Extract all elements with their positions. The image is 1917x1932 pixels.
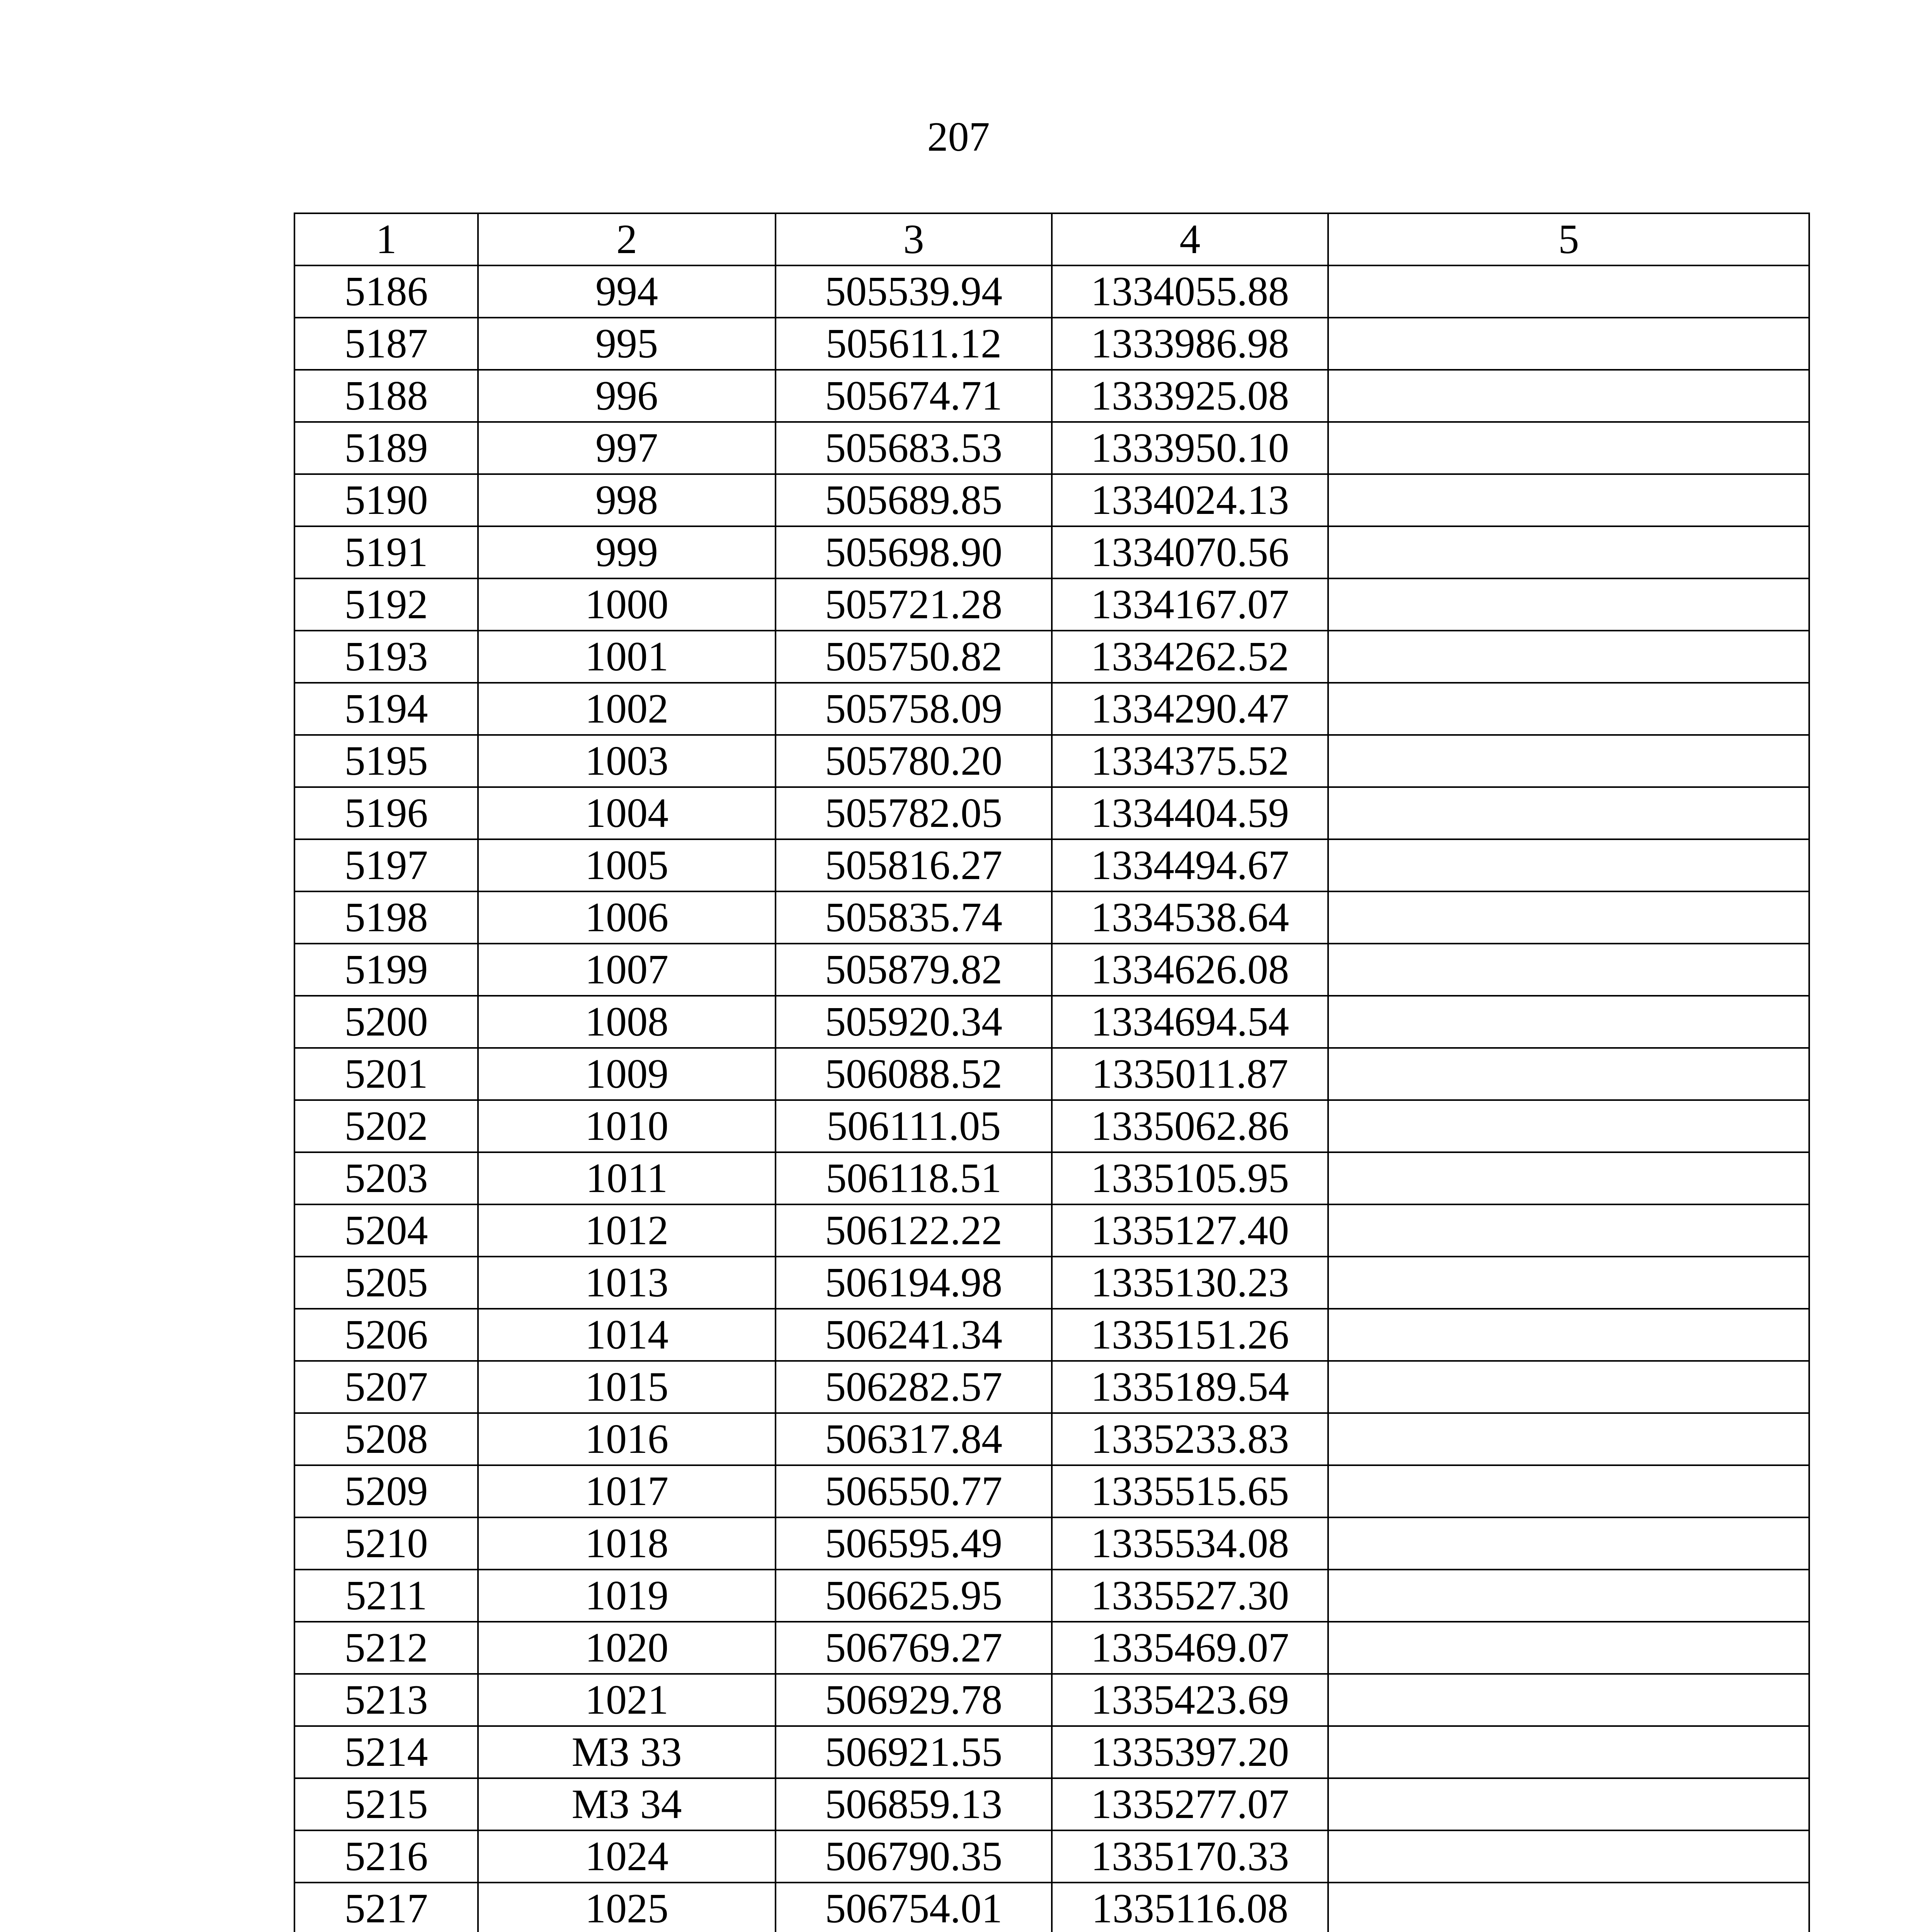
table-body — [294, 265, 1809, 1932]
y-coordinate-cell: 1334055.88 — [1052, 265, 1328, 318]
table-row — [294, 631, 1809, 683]
x-coordinate-cell: 506625.95 — [776, 1570, 1052, 1622]
row-number-cell: 5209 — [294, 1465, 478, 1517]
note-cell — [1328, 1361, 1809, 1413]
point-id-cell: 1025 — [478, 1883, 776, 1932]
y-coordinate-cell: 1335011.87 — [1052, 1048, 1328, 1100]
y-coordinate-cell: 1334167.07 — [1052, 578, 1328, 631]
table-row — [294, 422, 1809, 474]
row-number-cell: 5204 — [294, 1204, 478, 1257]
note-cell — [1328, 1309, 1809, 1361]
row-number-cell: 5207 — [294, 1361, 478, 1413]
table-row — [294, 1830, 1809, 1883]
x-coordinate-cell: 506595.49 — [776, 1517, 1052, 1570]
table-row — [294, 1152, 1809, 1204]
note-cell — [1328, 422, 1809, 474]
row-number-cell: 5187 — [294, 318, 478, 370]
row-number-cell: 5200 — [294, 996, 478, 1048]
y-coordinate-cell: 1333986.98 — [1052, 318, 1328, 370]
row-number-cell: 5188 — [294, 370, 478, 422]
y-coordinate-cell: 1334538.64 — [1052, 891, 1328, 944]
x-coordinate-cell: 506921.55 — [776, 1726, 1052, 1778]
y-coordinate-cell: 1335527.30 — [1052, 1570, 1328, 1622]
note-cell — [1328, 1570, 1809, 1622]
x-coordinate-cell: 506754.01 — [776, 1883, 1052, 1932]
point-id-cell: 994 — [478, 265, 776, 318]
note-cell — [1328, 578, 1809, 631]
row-number-cell: 5193 — [294, 631, 478, 683]
point-id-cell: 996 — [478, 370, 776, 422]
table-row — [294, 1361, 1809, 1413]
y-coordinate-cell: 1334626.08 — [1052, 944, 1328, 996]
y-coordinate-cell: 1335233.83 — [1052, 1413, 1328, 1465]
point-id-cell: 995 — [478, 318, 776, 370]
point-id-cell: МЗ 33 — [478, 1726, 776, 1778]
note-cell — [1328, 1517, 1809, 1570]
row-number-cell: 5217 — [294, 1883, 478, 1932]
note-cell — [1328, 996, 1809, 1048]
x-coordinate-cell: 505758.09 — [776, 683, 1052, 735]
table-row — [294, 1883, 1809, 1932]
note-cell — [1328, 1257, 1809, 1309]
point-id-cell: 1018 — [478, 1517, 776, 1570]
table-row — [294, 1465, 1809, 1517]
y-coordinate-cell: 1334024.13 — [1052, 474, 1328, 526]
x-coordinate-cell: 506088.52 — [776, 1048, 1052, 1100]
point-id-cell: 1001 — [478, 631, 776, 683]
table-row — [294, 839, 1809, 891]
note-cell — [1328, 735, 1809, 787]
y-coordinate-cell: 1335423.69 — [1052, 1674, 1328, 1726]
x-coordinate-cell: 506118.51 — [776, 1152, 1052, 1204]
row-number-cell: 5202 — [294, 1100, 478, 1152]
table-row — [294, 1674, 1809, 1726]
x-coordinate-cell: 505816.27 — [776, 839, 1052, 891]
point-id-cell: 1015 — [478, 1361, 776, 1413]
table-row — [294, 1413, 1809, 1465]
note-cell — [1328, 1830, 1809, 1883]
x-coordinate-cell: 505782.05 — [776, 787, 1052, 839]
table-row — [294, 1309, 1809, 1361]
table-row — [294, 318, 1809, 370]
table-row — [294, 683, 1809, 735]
point-id-cell: 1011 — [478, 1152, 776, 1204]
y-coordinate-cell: 1334262.52 — [1052, 631, 1328, 683]
note-cell — [1328, 631, 1809, 683]
y-coordinate-cell: 1335469.07 — [1052, 1622, 1328, 1674]
x-coordinate-cell: 506317.84 — [776, 1413, 1052, 1465]
point-id-cell: 1020 — [478, 1622, 776, 1674]
point-id-cell: 1003 — [478, 735, 776, 787]
y-coordinate-cell: 1334694.54 — [1052, 996, 1328, 1048]
note-cell — [1328, 318, 1809, 370]
x-coordinate-cell: 506550.77 — [776, 1465, 1052, 1517]
point-id-cell: 1024 — [478, 1830, 776, 1883]
header-row — [294, 213, 1809, 265]
row-number-cell: 5197 — [294, 839, 478, 891]
column-header-4: 4 — [1052, 213, 1328, 265]
note-cell — [1328, 683, 1809, 735]
row-number-cell: 5215 — [294, 1778, 478, 1830]
x-coordinate-cell: 505920.34 — [776, 996, 1052, 1048]
table-row — [294, 1048, 1809, 1100]
table-header — [294, 213, 1809, 265]
note-cell — [1328, 474, 1809, 526]
row-number-cell: 5213 — [294, 1674, 478, 1726]
y-coordinate-cell: 1335515.65 — [1052, 1465, 1328, 1517]
row-number-cell: 5208 — [294, 1413, 478, 1465]
point-id-cell: 1010 — [478, 1100, 776, 1152]
point-id-cell: МЗ 34 — [478, 1778, 776, 1830]
row-number-cell: 5205 — [294, 1257, 478, 1309]
point-id-cell: 1014 — [478, 1309, 776, 1361]
x-coordinate-cell: 506769.27 — [776, 1622, 1052, 1674]
y-coordinate-cell: 1335127.40 — [1052, 1204, 1328, 1257]
note-cell — [1328, 265, 1809, 318]
point-id-cell: 1019 — [478, 1570, 776, 1622]
column-header-5: 5 — [1328, 213, 1809, 265]
y-coordinate-cell: 1334070.56 — [1052, 526, 1328, 578]
point-id-cell: 1006 — [478, 891, 776, 944]
table-row — [294, 1204, 1809, 1257]
x-coordinate-cell: 505674.71 — [776, 370, 1052, 422]
y-coordinate-cell: 1335062.86 — [1052, 1100, 1328, 1152]
table-row — [294, 1100, 1809, 1152]
table-row — [294, 996, 1809, 1048]
x-coordinate-cell: 505539.94 — [776, 265, 1052, 318]
note-cell — [1328, 1674, 1809, 1726]
note-cell — [1328, 526, 1809, 578]
row-number-cell: 5201 — [294, 1048, 478, 1100]
row-number-cell: 5190 — [294, 474, 478, 526]
y-coordinate-cell: 1333950.10 — [1052, 422, 1328, 474]
x-coordinate-cell: 506929.78 — [776, 1674, 1052, 1726]
table-row — [294, 891, 1809, 944]
row-number-cell: 5210 — [294, 1517, 478, 1570]
note-cell — [1328, 1100, 1809, 1152]
y-coordinate-cell: 1335397.20 — [1052, 1726, 1328, 1778]
point-id-cell: 1007 — [478, 944, 776, 996]
row-number-cell: 5186 — [294, 265, 478, 318]
note-cell — [1328, 944, 1809, 996]
note-cell — [1328, 1778, 1809, 1830]
row-number-cell: 5195 — [294, 735, 478, 787]
note-cell — [1328, 1465, 1809, 1517]
table-row — [294, 370, 1809, 422]
table-row — [294, 1726, 1809, 1778]
x-coordinate-cell: 506122.22 — [776, 1204, 1052, 1257]
table-row — [294, 578, 1809, 631]
x-coordinate-cell: 505698.90 — [776, 526, 1052, 578]
table-row — [294, 1257, 1809, 1309]
x-coordinate-cell: 505689.85 — [776, 474, 1052, 526]
table-row — [294, 944, 1809, 996]
row-number-cell: 5199 — [294, 944, 478, 996]
note-cell — [1328, 1204, 1809, 1257]
x-coordinate-cell: 505750.82 — [776, 631, 1052, 683]
x-coordinate-cell: 505683.53 — [776, 422, 1052, 474]
y-coordinate-cell: 1334375.52 — [1052, 735, 1328, 787]
y-coordinate-cell: 1335277.07 — [1052, 1778, 1328, 1830]
note-cell — [1328, 787, 1809, 839]
point-id-cell: 1009 — [478, 1048, 776, 1100]
y-coordinate-cell: 1333925.08 — [1052, 370, 1328, 422]
column-header-1: 1 — [294, 213, 478, 265]
row-number-cell: 5194 — [294, 683, 478, 735]
note-cell — [1328, 1048, 1809, 1100]
y-coordinate-cell: 1335151.26 — [1052, 1309, 1328, 1361]
y-coordinate-cell: 1334290.47 — [1052, 683, 1328, 735]
note-cell — [1328, 370, 1809, 422]
table-row — [294, 1622, 1809, 1674]
table-row — [294, 1778, 1809, 1830]
y-coordinate-cell: 1335105.95 — [1052, 1152, 1328, 1204]
table-row — [294, 1570, 1809, 1622]
y-coordinate-cell: 1335130.23 — [1052, 1257, 1328, 1309]
column-header-3: 3 — [776, 213, 1052, 265]
point-id-cell: 1013 — [478, 1257, 776, 1309]
row-number-cell: 5203 — [294, 1152, 478, 1204]
point-id-cell: 998 — [478, 474, 776, 526]
x-coordinate-cell: 506194.98 — [776, 1257, 1052, 1309]
table-row — [294, 787, 1809, 839]
table-row — [294, 474, 1809, 526]
y-coordinate-cell: 1334404.59 — [1052, 787, 1328, 839]
note-cell — [1328, 891, 1809, 944]
row-number-cell: 5216 — [294, 1830, 478, 1883]
x-coordinate-cell: 505611.12 — [776, 318, 1052, 370]
x-coordinate-cell: 506111.05 — [776, 1100, 1052, 1152]
row-number-cell: 5192 — [294, 578, 478, 631]
point-id-cell: 1005 — [478, 839, 776, 891]
note-cell — [1328, 1413, 1809, 1465]
point-id-cell: 1008 — [478, 996, 776, 1048]
x-coordinate-cell: 505835.74 — [776, 891, 1052, 944]
coordinates-table — [294, 213, 1810, 1932]
x-coordinate-cell: 506241.34 — [776, 1309, 1052, 1361]
row-number-cell: 5211 — [294, 1570, 478, 1622]
note-cell — [1328, 839, 1809, 891]
y-coordinate-cell: 1335116.08 — [1052, 1883, 1328, 1932]
note-cell — [1328, 1726, 1809, 1778]
point-id-cell: 999 — [478, 526, 776, 578]
x-coordinate-cell: 506790.35 — [776, 1830, 1052, 1883]
x-coordinate-cell: 506859.13 — [776, 1778, 1052, 1830]
point-id-cell: 1000 — [478, 578, 776, 631]
point-id-cell: 1016 — [478, 1413, 776, 1465]
column-header-2: 2 — [478, 213, 776, 265]
point-id-cell: 1017 — [478, 1465, 776, 1517]
point-id-cell: 997 — [478, 422, 776, 474]
table-row — [294, 735, 1809, 787]
row-number-cell: 5214 — [294, 1726, 478, 1778]
point-id-cell: 1004 — [478, 787, 776, 839]
row-number-cell: 5212 — [294, 1622, 478, 1674]
y-coordinate-cell: 1335534.08 — [1052, 1517, 1328, 1570]
x-coordinate-cell: 505780.20 — [776, 735, 1052, 787]
y-coordinate-cell: 1334494.67 — [1052, 839, 1328, 891]
point-id-cell: 1021 — [478, 1674, 776, 1726]
point-id-cell: 1002 — [478, 683, 776, 735]
x-coordinate-cell: 505879.82 — [776, 944, 1052, 996]
row-number-cell: 5206 — [294, 1309, 478, 1361]
y-coordinate-cell: 1335170.33 — [1052, 1830, 1328, 1883]
x-coordinate-cell: 506282.57 — [776, 1361, 1052, 1413]
table-row — [294, 526, 1809, 578]
row-number-cell: 5196 — [294, 787, 478, 839]
point-id-cell: 1012 — [478, 1204, 776, 1257]
row-number-cell: 5189 — [294, 422, 478, 474]
row-number-cell: 5191 — [294, 526, 478, 578]
note-cell — [1328, 1622, 1809, 1674]
y-coordinate-cell: 1335189.54 — [1052, 1361, 1328, 1413]
row-number-cell: 5198 — [294, 891, 478, 944]
page-number: 207 — [927, 114, 990, 160]
table-row — [294, 265, 1809, 318]
note-cell — [1328, 1152, 1809, 1204]
x-coordinate-cell: 505721.28 — [776, 578, 1052, 631]
note-cell — [1328, 1883, 1809, 1932]
table-row — [294, 1517, 1809, 1570]
